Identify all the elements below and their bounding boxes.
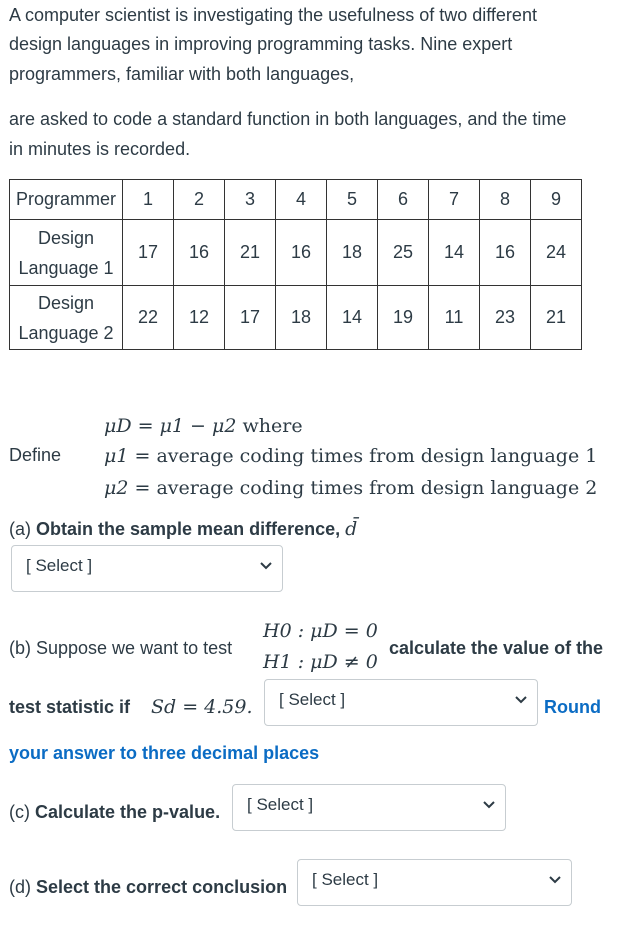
chevron-down-icon [515,696,527,704]
table-cell: 3 [225,180,276,220]
intro-line-3: programmers, familiar with both languages, [9,64,355,84]
chevron-down-icon [483,801,495,809]
part-c-select[interactable]: [ Select ] [232,784,506,831]
table-cell: 1 [123,180,174,220]
table-cell: 8 [480,180,531,220]
round-instruction-end: your answer to three decimal places [9,743,320,763]
part-d-select[interactable]: [ Select ] [297,859,572,906]
table-cell: 17 [225,286,276,350]
define-equation-2: μ1 = average coding times from design language 1 [104,445,598,467]
table-cell: 9 [531,180,582,220]
sd-value: Sd = 4.59. [151,696,253,718]
round-instruction-start: Round [544,697,601,717]
table-cell: 18 [327,220,378,286]
table-cell: 23 [480,286,531,350]
table-header-label: Programmer [10,180,123,220]
table-cell: 14 [429,220,480,286]
table-cell: 14 [327,286,378,350]
table-cell: 2 [174,180,225,220]
table-cell: 16 [276,220,327,286]
define-label: Define [9,445,62,465]
intro-line-5: in minutes is recorded. [9,139,191,159]
table-cell: 24 [531,220,582,286]
part-b-select[interactable]: [ Select ] [264,679,538,726]
table-cell: 7 [429,180,480,220]
table-header-row [10,180,582,220]
intro-line-4: are asked to code a standard function in both languages, and the time [9,109,567,129]
part-a-select[interactable]: [ Select ] [11,545,283,592]
test-statistic-label: test statistic if [9,697,131,717]
d-bar-symbol: d̄ [345,518,358,540]
part-b-question-start: (b) Suppose we want to test [9,638,233,658]
table-cell: 21 [225,220,276,286]
chevron-down-icon [549,876,561,884]
intro-line-1: A computer scientist is investigating the usefulness of two different [9,5,537,25]
part-a-question: (a) Obtain the sample mean difference, d̄ [9,518,358,540]
part-b-question-end: calculate the value of the [389,638,604,658]
table-cell: 17 [123,220,174,286]
table-cell: 21 [531,286,582,350]
table-cell: 6 [378,180,429,220]
table-cell: 22 [123,286,174,350]
table-row [10,286,582,350]
table-cell: 4 [276,180,327,220]
table-cell: 18 [276,286,327,350]
table-cell: 16 [174,220,225,286]
table-cell: 25 [378,220,429,286]
table-cell: 11 [429,286,480,350]
part-c-question: (c) Calculate the p-value. [9,802,221,822]
table-cell: 19 [378,286,429,350]
table-row [10,220,582,286]
row-label-language-2: Design Language 2 [10,286,123,350]
part-d-question: (d) Select the correct conclusion [9,877,288,897]
table-cell: 5 [327,180,378,220]
table-cell: 12 [174,286,225,350]
intro-line-2: design languages in improving programming tasks. Nine expert [9,34,513,54]
hypothesis-null: H0 : μD = 0 [263,620,378,642]
hypothesis-alternative: H1 : μD ≠ 0 [263,651,378,673]
define-equation-3: μ2 = average coding times from design language 2 [104,477,598,499]
define-equation-1: μD = μ1 − μ2 where [104,415,303,437]
chevron-down-icon [260,562,272,570]
row-label-language-1: Design Language 1 [10,220,123,286]
table-cell: 16 [480,220,531,286]
programmer-times-table [9,179,582,350]
